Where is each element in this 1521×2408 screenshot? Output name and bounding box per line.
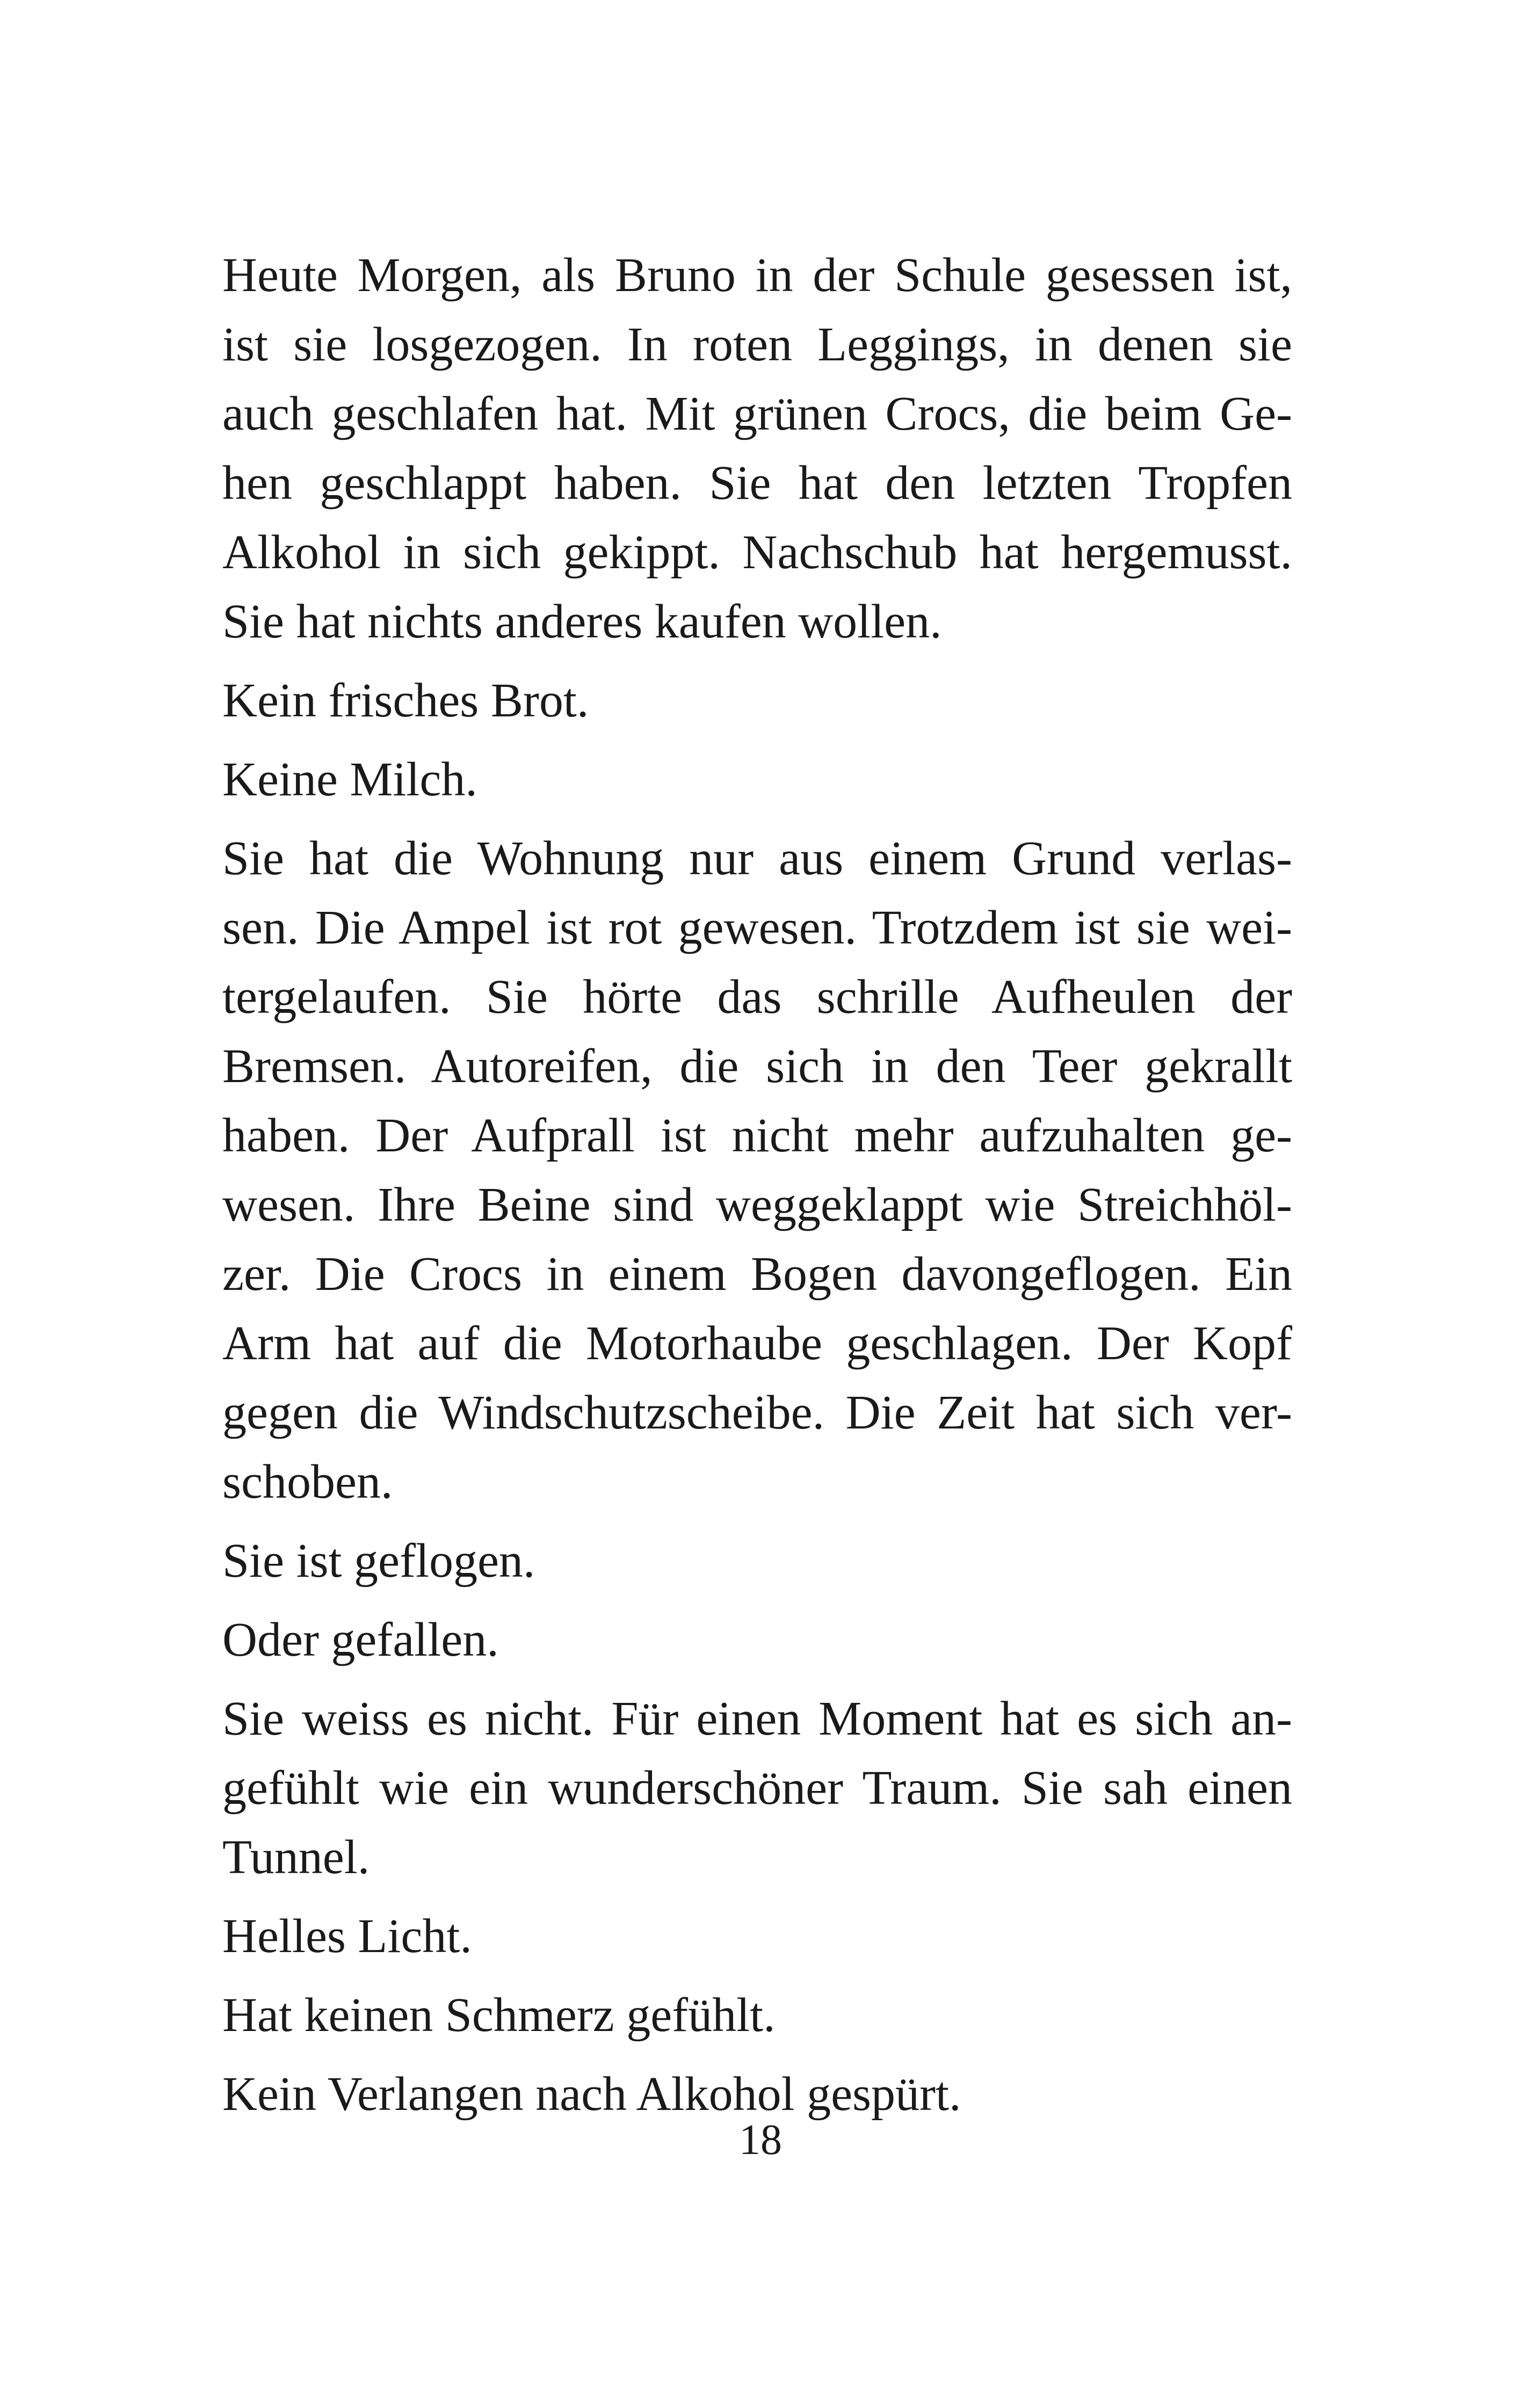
text-line: schoben.	[222, 1455, 393, 1508]
text-line: Alkohol in sich gekippt. Nachschub hat hergemusst.	[222, 526, 1292, 579]
text-line: tergelaufen. Sie hörte das schrille Aufheulen der	[222, 970, 1292, 1024]
paragraph	[222, 241, 1292, 656]
text-line: ist sie losgezogen. In roten Leggings, in denen sie	[222, 318, 1292, 371]
text-line: Heute Morgen, als Bruno in der Schule gesessen ist,	[222, 249, 1292, 302]
paragraph	[222, 745, 1292, 814]
text-line: Sie hat die Wohnung nur aus einem Grund verlas-	[222, 832, 1292, 885]
text-line: Kein frisches Brot.	[222, 674, 589, 727]
text-line: Oder gefallen.	[222, 1613, 499, 1666]
paragraph	[222, 1902, 1292, 1971]
text-line: hen geschlappt haben. Sie hat den letzten Tropfen	[222, 456, 1292, 510]
paragraph	[222, 1526, 1292, 1595]
text-line: gegen die Windschutzscheibe. Die Zeit hat sich ver-	[222, 1386, 1292, 1439]
text-line: Helles Licht.	[222, 1910, 472, 1963]
paragraph	[222, 824, 1292, 1517]
text-line: wesen. Ihre Beine sind weggeklappt wie Streichhöl-	[222, 1178, 1292, 1231]
paragraph	[222, 1981, 1292, 2050]
paragraph	[222, 1605, 1292, 1674]
paragraph	[222, 1684, 1292, 1892]
body-text	[222, 241, 1292, 2138]
text-line: Tunnel.	[222, 1831, 370, 1884]
text-line: sen. Die Ampel ist rot gewesen. Trotzdem ist sie wei-	[222, 901, 1292, 954]
text-line: Keine Milch.	[222, 753, 477, 806]
text-line: auch geschlafen hat. Mit grünen Crocs, die beim Ge-	[222, 387, 1292, 440]
paragraph	[222, 666, 1292, 735]
text-line: Kein Verlangen nach Alkohol gespürt.	[222, 2068, 961, 2121]
text-line: gefühlt wie ein wunderschöner Traum. Sie sah einen	[222, 1761, 1292, 1815]
page-number: 18	[739, 2116, 782, 2164]
text-line: Sie weiss es nicht. Für einen Moment hat es sich an-	[222, 1692, 1292, 1745]
text-line: Sie ist geflogen.	[222, 1534, 535, 1587]
text-line: Sie hat nichts anderes kaufen wollen.	[222, 595, 942, 648]
text-line: Arm hat auf die Motorhaube geschlagen. Der Kopf	[222, 1317, 1292, 1370]
text-line: Bremsen. Autoreifen, die sich in den Teer gekrallt	[222, 1040, 1292, 1093]
text-line: zer. Die Crocs in einem Bogen davongeflogen. Ein	[222, 1247, 1292, 1301]
text-line: Hat keinen Schmerz gefühlt.	[222, 1989, 776, 2042]
text-line: haben. Der Aufprall ist nicht mehr aufzuhalten ge-	[222, 1109, 1292, 1162]
